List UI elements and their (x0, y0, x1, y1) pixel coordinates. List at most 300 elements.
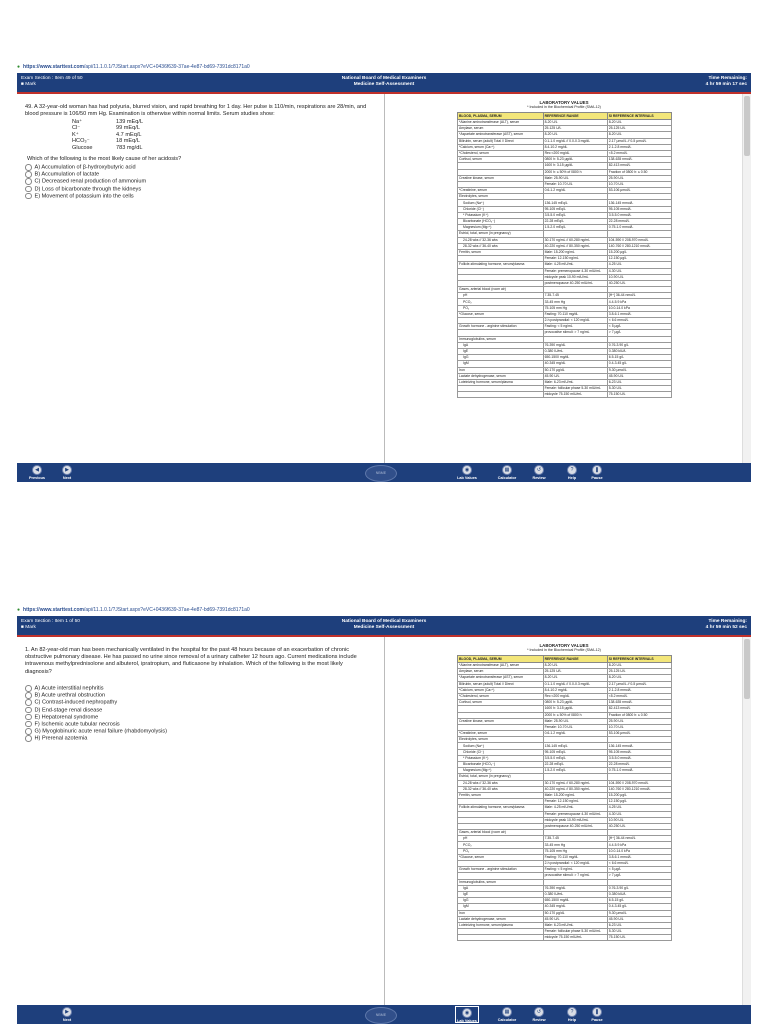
lab-table-cell: 40-220 ng/mL // 80-350 ng/mL (543, 243, 607, 249)
lab-table-cell: Electrolytes, serum (458, 194, 544, 200)
lab-table-cell: Rec:<200 mg/dL (543, 150, 607, 156)
lab-table-cell: midcycle 75-150 mIU/mL (543, 392, 607, 398)
lab-table-cell: Sodium (Na⁺) (458, 200, 544, 206)
calculator-button[interactable]: ▦ Calculator (497, 467, 517, 480)
review-icon: ↺ (534, 465, 544, 475)
serum-studies (72, 119, 192, 151)
lab-table-cell: 75-105 mm Hg (543, 305, 607, 311)
lab-table-cell: 4.4-5.9 kPa (607, 299, 671, 305)
answer-option[interactable]: B) Accumulation of lactate (25, 171, 365, 178)
exam-footer (17, 463, 751, 482)
lab-table-cell: Amylase, serum (458, 126, 544, 132)
lab-table-cell: 50-170 μg/dL (543, 910, 607, 916)
lab-scrollbar[interactable] (742, 94, 751, 463)
lab-row: Na⁺ 139 mEq/L (72, 119, 144, 125)
exam-section-label: Exam Section : Item 1 of 50 (21, 619, 80, 624)
lab-table-cell: 1.5-2.0 mEq/L (543, 768, 607, 774)
lab-table-cell: *Glucose, serum (458, 311, 544, 317)
answer-option[interactable]: D) Loss of bicarbonate through the kidneys (25, 186, 365, 193)
calculator-icon: ▦ (502, 1007, 512, 1017)
stem-text: An 82-year-old man has been mechanically ventilated in the hospital for the past 48 hours because of an exacerbation of chronic obstructive pulmonary disease. He has passed no urine since removal of a urinary catheter 12 hours ago. Current medications include intravenous methylprednisolone and albuterol, ipratropium, and fluticasone by inhalation. Which of the following is the most likely diagnosis? (25, 647, 357, 675)
lock-icon: ● (17, 64, 21, 70)
lab-values-button[interactable]: ◉ Lab Values (455, 1006, 479, 1023)
lab-table-cell: Cortisol, serum (458, 700, 544, 706)
lab-table-cell: 4-30 U/L (607, 268, 671, 274)
lab-table-cell: Immunoglobulins, serum (458, 336, 544, 342)
lab-table-cell: 0.76-3.90 g/L (607, 342, 671, 348)
radio-icon[interactable] (25, 178, 32, 185)
lab-table-cell: 2.1-2.8 mmol/L (607, 144, 671, 150)
lab-table-cell: Male: 6-23 mIU/mL (543, 379, 607, 385)
calculator-button[interactable]: ▦ Calculator (497, 1009, 517, 1022)
radio-icon[interactable] (25, 735, 32, 742)
lab-values-icon: ◉ (462, 465, 472, 475)
address-bar[interactable] (17, 62, 751, 72)
lab-table-cell: Estriol, total, serum (in pregnancy) (458, 231, 544, 237)
lab-table-cell: * Potassium (K⁺) (458, 755, 544, 761)
lab-table-cell: IgA (458, 342, 544, 348)
lab-table-cell: *Calcium, serum (Ca²⁺) (458, 687, 544, 693)
lab-table-cell: 0.75-1.0 mmol/L (607, 768, 671, 774)
lab-table-cell: 0800 h: 5-23 μg/dL (543, 157, 607, 163)
lab-table-cell: Follicle-stimulating hormone, serum/plasma (458, 262, 544, 268)
lab-table-cell: 6-23 U/L (607, 922, 671, 928)
lab-table-cell: 95-105 mmol/L (607, 206, 671, 212)
lab-table-cell: 9-30 μmol/L (607, 367, 671, 373)
lab-table-cell: Ferritin, serum (458, 249, 544, 255)
time-remaining: Time Remaining: 4 hr 59 min 52 sec (705, 619, 747, 630)
lab-table-cell: 10.0-14.0 kPa (607, 848, 671, 854)
lab-table-cell: 8-20 U/L (607, 675, 671, 681)
lab-table-cell: 4-30 U/L (607, 811, 671, 817)
address-bar[interactable] (17, 605, 751, 615)
lab-table-cell: Luteinizing hormone, serum/plasma (458, 379, 544, 385)
lock-icon: ● (17, 607, 21, 613)
lab-table-cell: 24-28 wks // 32-36 wks (458, 780, 544, 786)
lab-scrollbar[interactable] (742, 637, 751, 1005)
lab-table-cell: 10-70 U/L (607, 724, 671, 730)
answer-option[interactable]: C) Decreased renal production of ammonium (25, 178, 365, 185)
lab-table-cell: 10-70 U/L (607, 181, 671, 187)
lab-table-cell: 2-h postprandial: < 120 mg/dL (543, 318, 607, 324)
lab-table-cell: Female: 12-150 ng/mL (543, 256, 607, 262)
lab-values-pane (385, 94, 743, 463)
radio-icon[interactable] (25, 186, 32, 193)
lab-table-cell: 8.4-10.2 mg/dL (543, 687, 607, 693)
lab-table-cell: 45-90 U/L (607, 916, 671, 922)
lab-table-cell: pH (458, 836, 544, 842)
review-icon: ↺ (534, 1007, 544, 1017)
lab-table-cell: postmenopause 40-250 mIU/mL (543, 280, 607, 286)
lab-table-cell: 75-150 U/L (607, 935, 671, 941)
lab-table-cell: PO₂ (458, 305, 544, 311)
lab-table-cell: 3.5-5.0 mEq/L (543, 212, 607, 218)
previous-icon: ◀ (32, 465, 42, 475)
lab-table-cell: 3.5-5.0 mEq/L (543, 755, 607, 761)
lab-table-cell: Fasting: < 5 ng/mL (543, 324, 607, 330)
exam-footer (17, 1005, 751, 1024)
radio-icon[interactable] (25, 164, 32, 171)
lab-table-cell: * Potassium (K⁺) (458, 212, 544, 218)
lab-table-row (458, 237, 672, 243)
lab-table-cell: 136-145 mmol/L (607, 200, 671, 206)
lab-row: Glucose 783 mg/dL (72, 144, 143, 151)
lab-table-cell: Fasting: < 5 ng/mL (543, 867, 607, 873)
lab-table-cell: 22-28 mEq/L (543, 762, 607, 768)
lab-table-cell: 8-20 U/L (543, 132, 607, 138)
lab-table-cell: 7.35-7.45 (543, 836, 607, 842)
lab-values-subtitle: * Included in the Biochemical Profile (SMA-12) (527, 648, 601, 652)
mark-checkbox[interactable]: ■ Mark (21, 82, 36, 87)
scrollbar-thumb[interactable] (744, 639, 750, 699)
answer-option[interactable]: H) Prerenal azotemia (25, 735, 365, 742)
header-title (17, 619, 751, 631)
lab-table-cell (458, 935, 544, 941)
lab-table-cell: 53-106 μmol/L (607, 188, 671, 194)
lab-values-button[interactable]: ◉ Lab Values (457, 467, 477, 480)
lab-table-cell: 95-105 mEq/L (543, 749, 607, 755)
lab-table-cell: *Alanine aminotransferase (ALT), serum (458, 120, 544, 126)
lab-table-cell: Male: 15-200 ng/mL (543, 249, 607, 255)
lab-table-cell: Lactate dehydrogenase, serum (458, 373, 544, 379)
lab-table-cell: 2000 h: ≤ 50% of 0800 h (543, 169, 607, 175)
radio-icon[interactable] (25, 699, 32, 706)
next-button[interactable]: ▶ Next (62, 1009, 72, 1022)
lab-table-cell: 25-90 U/L (607, 718, 671, 724)
lab-table-cell: 0-380 kIU/L (607, 348, 671, 354)
lab-table-cell: 33-45 mm Hg (543, 299, 607, 305)
lab-table-cell: 15-200 μg/L (607, 249, 671, 255)
question-pane (17, 637, 383, 1005)
answer-option[interactable]: A) Accumulation of β-hydroxybutyric acid (25, 164, 365, 171)
lab-table-cell: Creatine kinase, serum (458, 718, 544, 724)
question-number: 49. (25, 104, 33, 110)
pause-button[interactable]: ❚ Pause (591, 1009, 603, 1022)
question-number: 1. (25, 647, 30, 653)
lab-table-header (458, 113, 672, 120)
exam-name: Medicine Self-Assessment (353, 82, 415, 87)
answer-option[interactable]: B) Acute urethral obstruction (25, 692, 365, 699)
lab-table-cell: PCO₂ (458, 842, 544, 848)
lab-table-cell: Male: 4-25 mIU/mL (543, 805, 607, 811)
lab-table-cell: 136-145 mEq/L (543, 743, 607, 749)
lab-table-cell: 45-90 U/L (543, 916, 607, 922)
lab-table-cell: Chloride (Cl⁻) (458, 749, 544, 755)
lab-table-cell: Female: 10-70 U/L (543, 181, 607, 187)
lab-table-cell: 4.4-5.9 kPa (607, 842, 671, 848)
url-host: https://www.starttest.com (23, 607, 84, 613)
header-title (17, 76, 751, 88)
lab-table-cell: 2000 h: ≤ 50% of 0800 h (543, 712, 607, 718)
lab-table-cell: 30-170 ng/mL // 60-280 ng/mL (543, 237, 607, 243)
lab-table-cell: 2-17 μmol/L // 0-5 μmol/L (607, 138, 671, 144)
lab-table-cell: 0.76-3.90 g/L (607, 885, 671, 891)
time-remaining: Time Remaining: 4 hr 59 min 17 sec (705, 76, 747, 87)
radio-icon[interactable] (25, 193, 32, 200)
lab-table-cell: IgA (458, 885, 544, 891)
lab-table-cell: 6.5-15 g/L (607, 898, 671, 904)
lab-table-cell: 104-590 // 208-970 nmol/L (607, 237, 671, 243)
help-icon: ? (567, 465, 577, 475)
lab-table-cell: 25-125 U/L (607, 669, 671, 675)
help-button[interactable]: ? Help (567, 1009, 577, 1022)
stem-text: A 32-year-old woman has had polyuria, blurred vision, and rapid breathing for 1 day. Her pulse is 110/min, respirations are 28/min, and blood pressure is 106/50 mm Hg. Examination is otherwise within normal limits. Serum studies show: (25, 104, 367, 118)
lab-table-cell: Female: 10-70 U/L (543, 724, 607, 730)
lab-values-title: LABORATORY VALUES (539, 100, 589, 105)
lab-table-cell: 50-170 μg/dL (543, 367, 607, 373)
lab-table-cell: Bilirubin, serum (adult) Total // Direct (458, 138, 544, 144)
lab-table-cell: Chloride (Cl⁻) (458, 206, 544, 212)
lab-table-cell: midcycle 75-150 mIU/mL (543, 935, 607, 941)
lab-table-cell: 0.4-3.45 g/L (607, 361, 671, 367)
lab-table-cell: Gases, arterial blood (room air) (458, 287, 544, 293)
lab-table-cell: 10.0-14.0 kPa (607, 305, 671, 311)
lab-table-cell: 12-150 μg/L (607, 256, 671, 262)
lab-table-cell: 76-390 mg/dL (543, 885, 607, 891)
lab-table-row (458, 935, 672, 941)
lab-table-cell: 2.1-2.8 mmol/L (607, 687, 671, 693)
lab-table-cell: 9-30 μmol/L (607, 910, 671, 916)
lab-table-cell: 40-220 ng/mL // 80-350 ng/mL (543, 786, 607, 792)
lab-table-cell: postmenopause 40-250 mIU/mL (543, 823, 607, 829)
lab-table-cell: 6.5-15 g/L (607, 355, 671, 361)
lab-table-cell: Fraction of 0800 h: ≤ 0.50 (607, 712, 671, 718)
lab-table-cell: Immunoglobulins, serum (458, 879, 544, 885)
lab-table-cell: Magnesium (Mg²⁺) (458, 768, 544, 774)
lab-table-cell: *Aspartate aminotransferase (AST), serum (458, 132, 544, 138)
lab-table-cell: 8-20 U/L (607, 120, 671, 126)
lab-table-cell: *Alanine aminotransferase (ALT), serum (458, 663, 544, 669)
lab-table-cell: Amylase, serum (458, 669, 544, 675)
lab-table-header (458, 656, 672, 663)
lab-table-cell: 140-760 // 280-1210 nmol/L (607, 786, 671, 792)
exam-header (17, 616, 751, 635)
radio-icon[interactable] (25, 728, 32, 735)
answer-options (25, 685, 365, 743)
lab-table-cell: 82-413 nmol/L (607, 706, 671, 712)
answer-option[interactable]: E) Movement of potassium into the cells (25, 193, 365, 200)
lab-table-cell: 33-45 mm Hg (543, 842, 607, 848)
lab-table-cell: Female: follicular phase 5-30 mIU/mL (543, 386, 607, 392)
lab-table-cell: 95-105 mEq/L (543, 206, 607, 212)
lab-table-cell: 0.4-3.45 g/L (607, 904, 671, 910)
lab-table-cell: Lactate dehydrogenase, serum (458, 916, 544, 922)
lab-table-cell: < 5 μg/L (607, 867, 671, 873)
lab-table-cell: provocative stimuli: > 7 ng/mL (543, 873, 607, 879)
lab-table-cell: 25-90 U/L (607, 175, 671, 181)
lab-table-cell: *Cholesterol, serum (458, 693, 544, 699)
lab-table-cell: 53-106 μmol/L (607, 731, 671, 737)
help-button[interactable]: ? Help (567, 467, 577, 480)
nbme-seal-logo: NBME (365, 465, 397, 482)
lab-column-header: REFERENCE RANGE (543, 113, 607, 120)
question-pane (17, 94, 383, 463)
lab-table-cell: Male: 15-200 ng/mL (543, 792, 607, 798)
lab-table-cell: 3.8-6.1 mmol/L (607, 854, 671, 860)
review-button[interactable]: ↺ Review (532, 467, 546, 480)
lab-table-cell: Iron (458, 910, 544, 916)
lab-table-cell: Estriol, total, serum (in pregnancy) (458, 774, 544, 780)
exam-section-label: Exam Section : Item 49 of 50 (21, 76, 83, 81)
lab-table-cell: 5-30 U/L (607, 929, 671, 935)
lab-table-cell: 138-635 nmol/L (607, 700, 671, 706)
lab-table-cell: Male: 25-90 U/L (543, 718, 607, 724)
lab-table-cell: < 5 μg/L (607, 324, 671, 330)
help-icon: ? (567, 1007, 577, 1017)
lab-table-cell: 3.8-6.1 mmol/L (607, 311, 671, 317)
scrollbar-thumb[interactable] (744, 96, 750, 156)
exam-name: Medicine Self-Assessment (353, 625, 415, 630)
lab-table-cell: Female: premenopause 4-30 mIU/mL (543, 268, 607, 274)
lab-row: Cl⁻ 99 mEq/L (72, 125, 140, 132)
radio-icon[interactable] (25, 721, 32, 728)
lab-table-cell: 28-32 wks // 36-40 wks (458, 243, 544, 249)
question-stem (25, 647, 370, 676)
answer-option[interactable]: E) Hepatorenal syndrome (25, 714, 365, 721)
answer-option[interactable]: G) Myoglobinuric acute renal failure (rhabdomyolysis) (25, 728, 365, 735)
radio-icon[interactable] (25, 685, 32, 692)
lab-table-cell: 0-380 IU/mL (543, 348, 607, 354)
lab-table-cell (458, 392, 544, 398)
lab-table-cell: *Creatinine, serum (458, 731, 544, 737)
url-host: https://www.starttest.com (23, 64, 84, 70)
answer-option[interactable]: D) End-stage renal disease (25, 707, 365, 714)
lab-table-cell: Fraction of 0800 h: ≤ 0.50 (607, 169, 671, 175)
lab-table-cell: > 7 μg/L (607, 330, 671, 336)
lab-table-cell: < 6.6 mmol/L (607, 318, 671, 324)
lab-table-cell: 22-28 mmol/L (607, 219, 671, 225)
pause-icon: ❚ (592, 465, 602, 475)
lab-table-row (458, 138, 672, 144)
mark-checkbox[interactable]: ■ Mark (21, 625, 36, 630)
lab-table-cell: provocative stimuli: > 7 ng/mL (543, 330, 607, 336)
lab-values-subtitle: * Included in the Biochemical Profile (SMA-12) (527, 105, 601, 109)
lab-row: HCO₃⁻ 18 mEq/L (72, 138, 140, 145)
lab-table-cell: > 7 μg/L (607, 873, 671, 879)
lab-table-cell: Growth hormone - arginine stimulation (458, 867, 544, 873)
lab-table-cell: 10-90 U/L (607, 274, 671, 280)
lab-table-cell: IgM (458, 361, 544, 367)
lab-table-cell: [H⁺] 36-44 nmol/L (607, 836, 671, 842)
lab-table-cell: 6-23 U/L (607, 379, 671, 385)
radio-icon[interactable] (25, 707, 32, 714)
mark-checkbox-icon: ■ (21, 82, 26, 87)
lab-table-cell: 25-125 U/L (543, 126, 607, 132)
answer-option[interactable]: A) Acute interstitial nephritis (25, 685, 365, 692)
lab-table-cell: *Aspartate aminotransferase (AST), serum (458, 675, 544, 681)
lab-table-cell: Magnesium (Mg²⁺) (458, 225, 544, 231)
lab-table-cell: Male: 25-90 U/L (543, 175, 607, 181)
question-stem (25, 104, 370, 118)
lab-table-cell: 650-1500 mg/dL (543, 898, 607, 904)
lab-table-cell: 95-105 mmol/L (607, 749, 671, 755)
screenshot-item-49 (17, 62, 751, 482)
lab-table-cell: 40-345 mg/dL (543, 904, 607, 910)
review-button[interactable]: ↺ Review (532, 1009, 546, 1022)
time-value: 4 hr 59 min 17 sec (705, 82, 747, 87)
lab-table-cell: Creatine kinase, serum (458, 175, 544, 181)
lab-table-cell: 0-380 IU/mL (543, 891, 607, 897)
pause-button[interactable]: ❚ Pause (591, 467, 603, 480)
lab-table-cell: pH (458, 293, 544, 299)
lab-table-cell: Sodium (Na⁺) (458, 743, 544, 749)
lab-table-cell: 15-200 μg/L (607, 792, 671, 798)
lab-table-cell: 0.6-1.2 mg/dL (543, 731, 607, 737)
next-button[interactable]: ▶ Next (62, 467, 72, 480)
lab-table-cell: IgE (458, 891, 544, 897)
radio-icon[interactable] (25, 692, 32, 699)
lab-table-cell: *Cholesterol, serum (458, 150, 544, 156)
lab-table-cell: 8-20 U/L (607, 132, 671, 138)
lab-table-cell: 1600 h: 3-15 μg/dL (543, 706, 607, 712)
lab-table-cell: 2-17 μmol/L // 0-5 μmol/L (607, 681, 671, 687)
lab-table-cell: < 6.6 mmol/L (607, 861, 671, 867)
url-path: /api/11.1.0.1/?JStart.aspx?eVC+0436f639-37ae-4e87-bd69-7391dc8171a0 (83, 607, 250, 613)
lab-table-cell: 0.1-1.0 mg/dL // 0.0-0.3 mg/dL (543, 138, 607, 144)
lab-table-cell: <5.2 mmol/L (607, 150, 671, 156)
lab-values-icon: ◉ (462, 1008, 472, 1018)
lab-column-header: BLOOD, PLASMA, SERUM (458, 656, 544, 663)
lab-table-cell: 22-28 mEq/L (543, 219, 607, 225)
lab-table-cell: 1.5-2.0 mEq/L (543, 225, 607, 231)
lab-table-cell: 8-20 U/L (543, 675, 607, 681)
lab-table-cell: 12-150 μg/L (607, 799, 671, 805)
lab-table-cell: Fasting: 70-110 mg/dL (543, 311, 607, 317)
lab-table-cell: 1600 h: 3-15 μg/dL (543, 163, 607, 169)
lab-table-cell: Ferritin, serum (458, 792, 544, 798)
lab-table-cell: 7.35-7.45 (543, 293, 607, 299)
lab-table-cell: 76-390 mg/dL (543, 342, 607, 348)
lab-table-cell: 10-90 U/L (607, 817, 671, 823)
screenshot-item-1 (17, 605, 751, 1024)
lab-table-cell: Female: premenopause 4-30 mIU/mL (543, 811, 607, 817)
lab-table-cell: 0.75-1.0 mmol/L (607, 225, 671, 231)
answer-options (25, 164, 365, 200)
url-path: /api/11.1.0.1/?JStart.aspx?eVC+0436f639-37ae-4e87-bd69-7391dc8171a0 (83, 64, 250, 70)
lab-table-cell: midcycle peak 10-90 mIU/mL (543, 817, 607, 823)
answer-option[interactable]: F) Ischemic acute tubular necrosis (25, 721, 365, 728)
lab-values-title: LABORATORY VALUES (539, 643, 589, 648)
answer-option[interactable]: C) Contrast-induced nephropathy (25, 699, 365, 706)
radio-icon[interactable] (25, 171, 32, 178)
lab-table-cell: 28-32 wks // 36-40 wks (458, 786, 544, 792)
lab-table-cell: 8-20 U/L (543, 663, 607, 669)
lab-table-row (458, 786, 672, 792)
lab-table-cell: Growth hormone - arginine stimulation (458, 324, 544, 330)
lab-table-cell: 45-90 U/L (543, 373, 607, 379)
lab-table-cell: 4-25 U/L (607, 805, 671, 811)
radio-icon[interactable] (25, 714, 32, 721)
lab-table-cell: Bicarbonate (HCO₃⁻) (458, 762, 544, 768)
lab-table-cell: Fasting: 70-110 mg/dL (543, 854, 607, 860)
lab-table-cell: *Glucose, serum (458, 854, 544, 860)
lab-table-cell: [H⁺] 36-44 nmol/L (607, 293, 671, 299)
lab-table-cell: midcycle peak 10-90 mIU/mL (543, 274, 607, 280)
lab-table-cell: IgG (458, 898, 544, 904)
lab-table-cell: *Creatinine, serum (458, 188, 544, 194)
lab-table-cell: 30-170 ng/mL // 60-280 ng/mL (543, 780, 607, 786)
lab-table-cell: Follicle-stimulating hormone, serum/plasma (458, 805, 544, 811)
lab-column-header: SI REFERENCE INTERVALS (607, 113, 671, 120)
lab-table-cell: 24-28 wks // 32-36 wks (458, 237, 544, 243)
question-prompt: Which of the following is the most likely cause of her acidosis? (27, 156, 182, 162)
pause-icon: ❚ (592, 1007, 602, 1017)
lab-table-cell: Gases, arterial blood (room air) (458, 830, 544, 836)
previous-button[interactable]: ◀ Previous (28, 467, 46, 480)
nbme-seal-logo: NBME (365, 1007, 397, 1024)
next-icon: ▶ (62, 465, 72, 475)
lab-table-cell: <5.2 mmol/L (607, 693, 671, 699)
